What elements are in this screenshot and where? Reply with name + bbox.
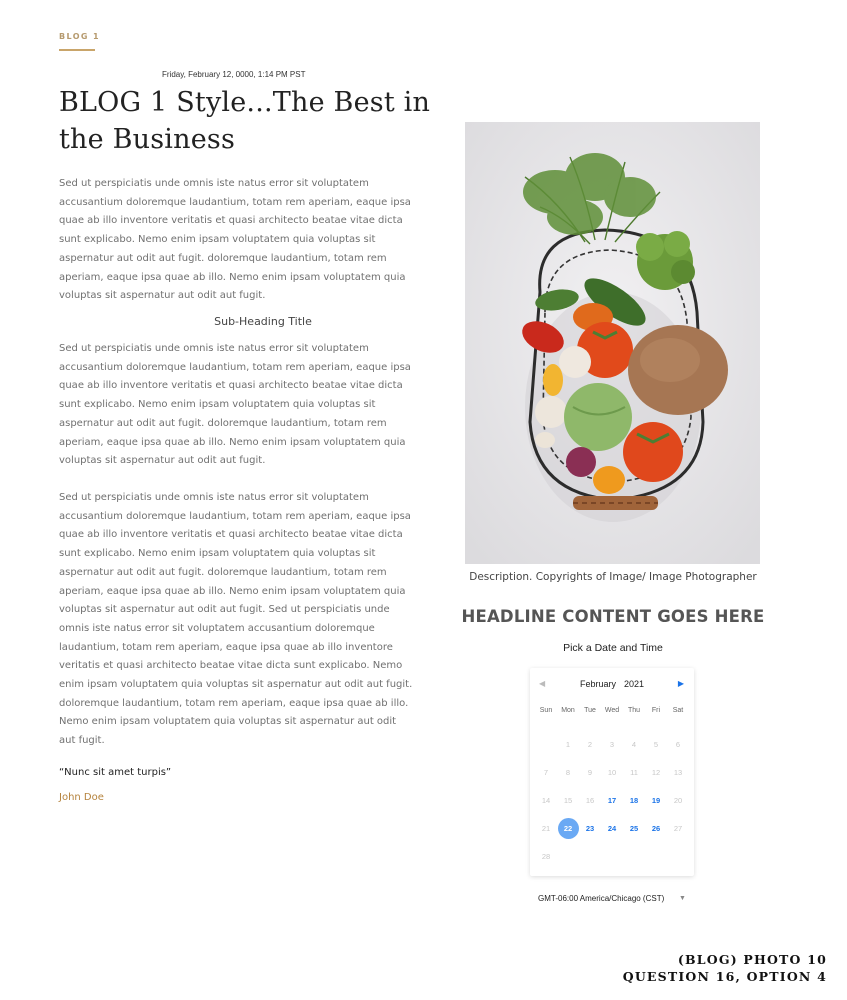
date-picker-calendar [530,668,694,876]
calendar-day-available[interactable]: 24 [607,823,617,833]
footer-line-1: (BLOG) PHOTO 10 [677,952,827,967]
calendar-day-disabled: 14 [541,795,551,805]
calendar-day-disabled: 1 [565,739,571,749]
pull-quote: “Nunc sit amet turpis” [59,767,172,778]
chevron-left-icon[interactable]: ◀ [539,679,546,688]
calendar-day-disabled: 12 [651,767,661,777]
post-title: BLOG 1 Style...The Best in the Business [59,87,431,155]
calendar-empty-cell [667,842,689,870]
post-date: Friday, February 12, 0000, 1:14 PM PST [162,70,306,79]
calendar-weekday-row [535,707,689,714]
weekday-label: Mon [561,707,575,714]
calendar-day-disabled: 5 [653,739,659,749]
calendar-day-available[interactable]: 18 [629,795,639,805]
body-paragraph-3: Sed ut perspiciatis unde omnis iste natus error sit voluptatem accusantium doloremque laudantium, totam rem aperiam, eaque ipsa quae ab illo inventore veritatis et quasi architecto beatae vitae dicta sunt explicabo. Nemo enim ipsam voluptatem quia voluptas sit aspernatur aut odit aut fugit. doloremque laudantium, totam rem aperiam, eaque ipsa quae ab illo. Nemo enim ipsam voluptatem quia voluptas sit aspernatur aut odit aut fugit. Sed ut perspiciatis unde omnis iste natus error sit voluptatem accusantium doloremque laudantium, totam rem aperiam, eaque ipsa quae ab illo inventore veritatis et quasi architecto beatae vitae dicta sunt explicabo. Nemo enim ipsam voluptatem quia voluptas sit aspernatur aut odit aut fugit. doloremque laudantium, totam rem aperiam, eaque ipsa quae ab illo. Nemo enim ipsam voluptatem quia voluptas sit aspernatur aut odit aut fugit. [59,492,413,747]
calendar-day-disabled: 15 [563,795,573,805]
chevron-right-icon[interactable]: ▶ [677,679,684,688]
calendar-day-available[interactable]: 19 [651,795,661,805]
body-paragraph-1: Sed ut perspiciatis unde omnis iste natus error sit voluptatem accusantium doloremque laudantium, totam rem aperiam, eaque ipsa quae ab illo inventore veritatis et quasi architecto beatae vitae dicta sunt explicabo. Nemo enim ipsam voluptatem quia voluptas sit aspernatur aut odit aut fugit. doloremque laudantium, totam rem aperiam, eaque ipsa quae ab illo. Nemo enim ipsam voluptatem quia voluptas sit aspernatur aut odit aut fugit. [59,178,411,302]
calendar-day-disabled: 16 [585,795,595,805]
nav-active-underline [59,49,95,51]
sub-heading-title: Sub-Heading Title [214,315,312,328]
calendar-day-disabled: 11 [630,767,638,777]
calendar-empty-cell [623,842,645,870]
picker-title: Pick a Date and Time [563,642,663,654]
calendar-day-disabled: 13 [673,767,683,777]
calendar-empty-cell [601,842,623,870]
calendar-day-disabled: 21 [541,823,551,833]
vegetable-basket-photo [465,122,760,564]
calendar-empty-cell [557,842,579,870]
blog-nav-label[interactable]: BLOG 1 [59,32,101,41]
calendar-day-disabled: 10 [607,767,617,777]
calendar-day-grid [535,730,689,870]
calendar-day-selected[interactable] [557,814,579,842]
calendar-day-available[interactable]: 17 [607,795,617,805]
calendar-day-disabled: 9 [587,767,593,777]
calendar-day-disabled: 4 [631,739,637,749]
calendar-day-available[interactable]: 23 [585,823,595,833]
calendar-year: 2021 [624,679,645,689]
calendar-empty-cell [645,842,667,870]
vegetable-basket-illustration [465,122,760,564]
calendar-day-disabled: 27 [673,823,683,833]
weekday-label: Sun [539,707,553,714]
image-caption: Description. Copyrights of Image/ Image Photographer [469,571,757,583]
weekday-label: Tue [584,707,596,714]
calendar-empty-cell [579,842,601,870]
calendar-month: February [580,679,617,689]
calendar-day-available[interactable]: 26 [651,823,661,833]
weekday-label: Fri [651,707,661,714]
quote-author: John Doe [59,792,104,803]
weekday-label: Wed [604,707,620,714]
timezone-select[interactable]: GMT-06:00 America/Chicago (CST) [538,894,665,903]
calendar-day-disabled: 3 [609,739,615,749]
calendar-day-disabled: 28 [541,851,551,861]
caret-down-icon[interactable]: ▼ [679,895,686,902]
calendar-day-disabled: 7 [543,767,549,777]
calendar-day-disabled: 6 [675,739,681,749]
footer-line-2: QUESTION 16, OPTION 4 [622,969,827,984]
calendar-day-disabled: 8 [565,767,571,777]
booking-headline: HEADLINE CONTENT GOES HERE [461,607,765,626]
calendar-day-disabled: 20 [673,795,683,805]
calendar-header [530,679,694,693]
calendar-day-available[interactable]: 25 [629,823,639,833]
weekday-label: Sat [672,707,684,714]
selected-day-number: 22 [558,818,579,839]
calendar-day-disabled: 2 [587,739,593,749]
weekday-label: Thu [627,707,641,714]
body-paragraph-2: Sed ut perspiciatis unde omnis iste natus error sit voluptatem accusantium doloremque laudantium, totam rem aperiam, eaque ipsa quae ab illo inventore veritatis et quasi architecto beatae vitae dicta sunt explicabo. Nemo enim ipsam voluptatem quia voluptas sit aspernatur aut odit aut fugit. doloremque laudantium, totam rem aperiam, eaque ipsa quae ab illo. Nemo enim ipsam voluptatem quia voluptas sit aspernatur aut odit aut fugit. [59,343,411,467]
calendar-empty-cell [535,730,557,758]
footer-label [623,951,827,985]
